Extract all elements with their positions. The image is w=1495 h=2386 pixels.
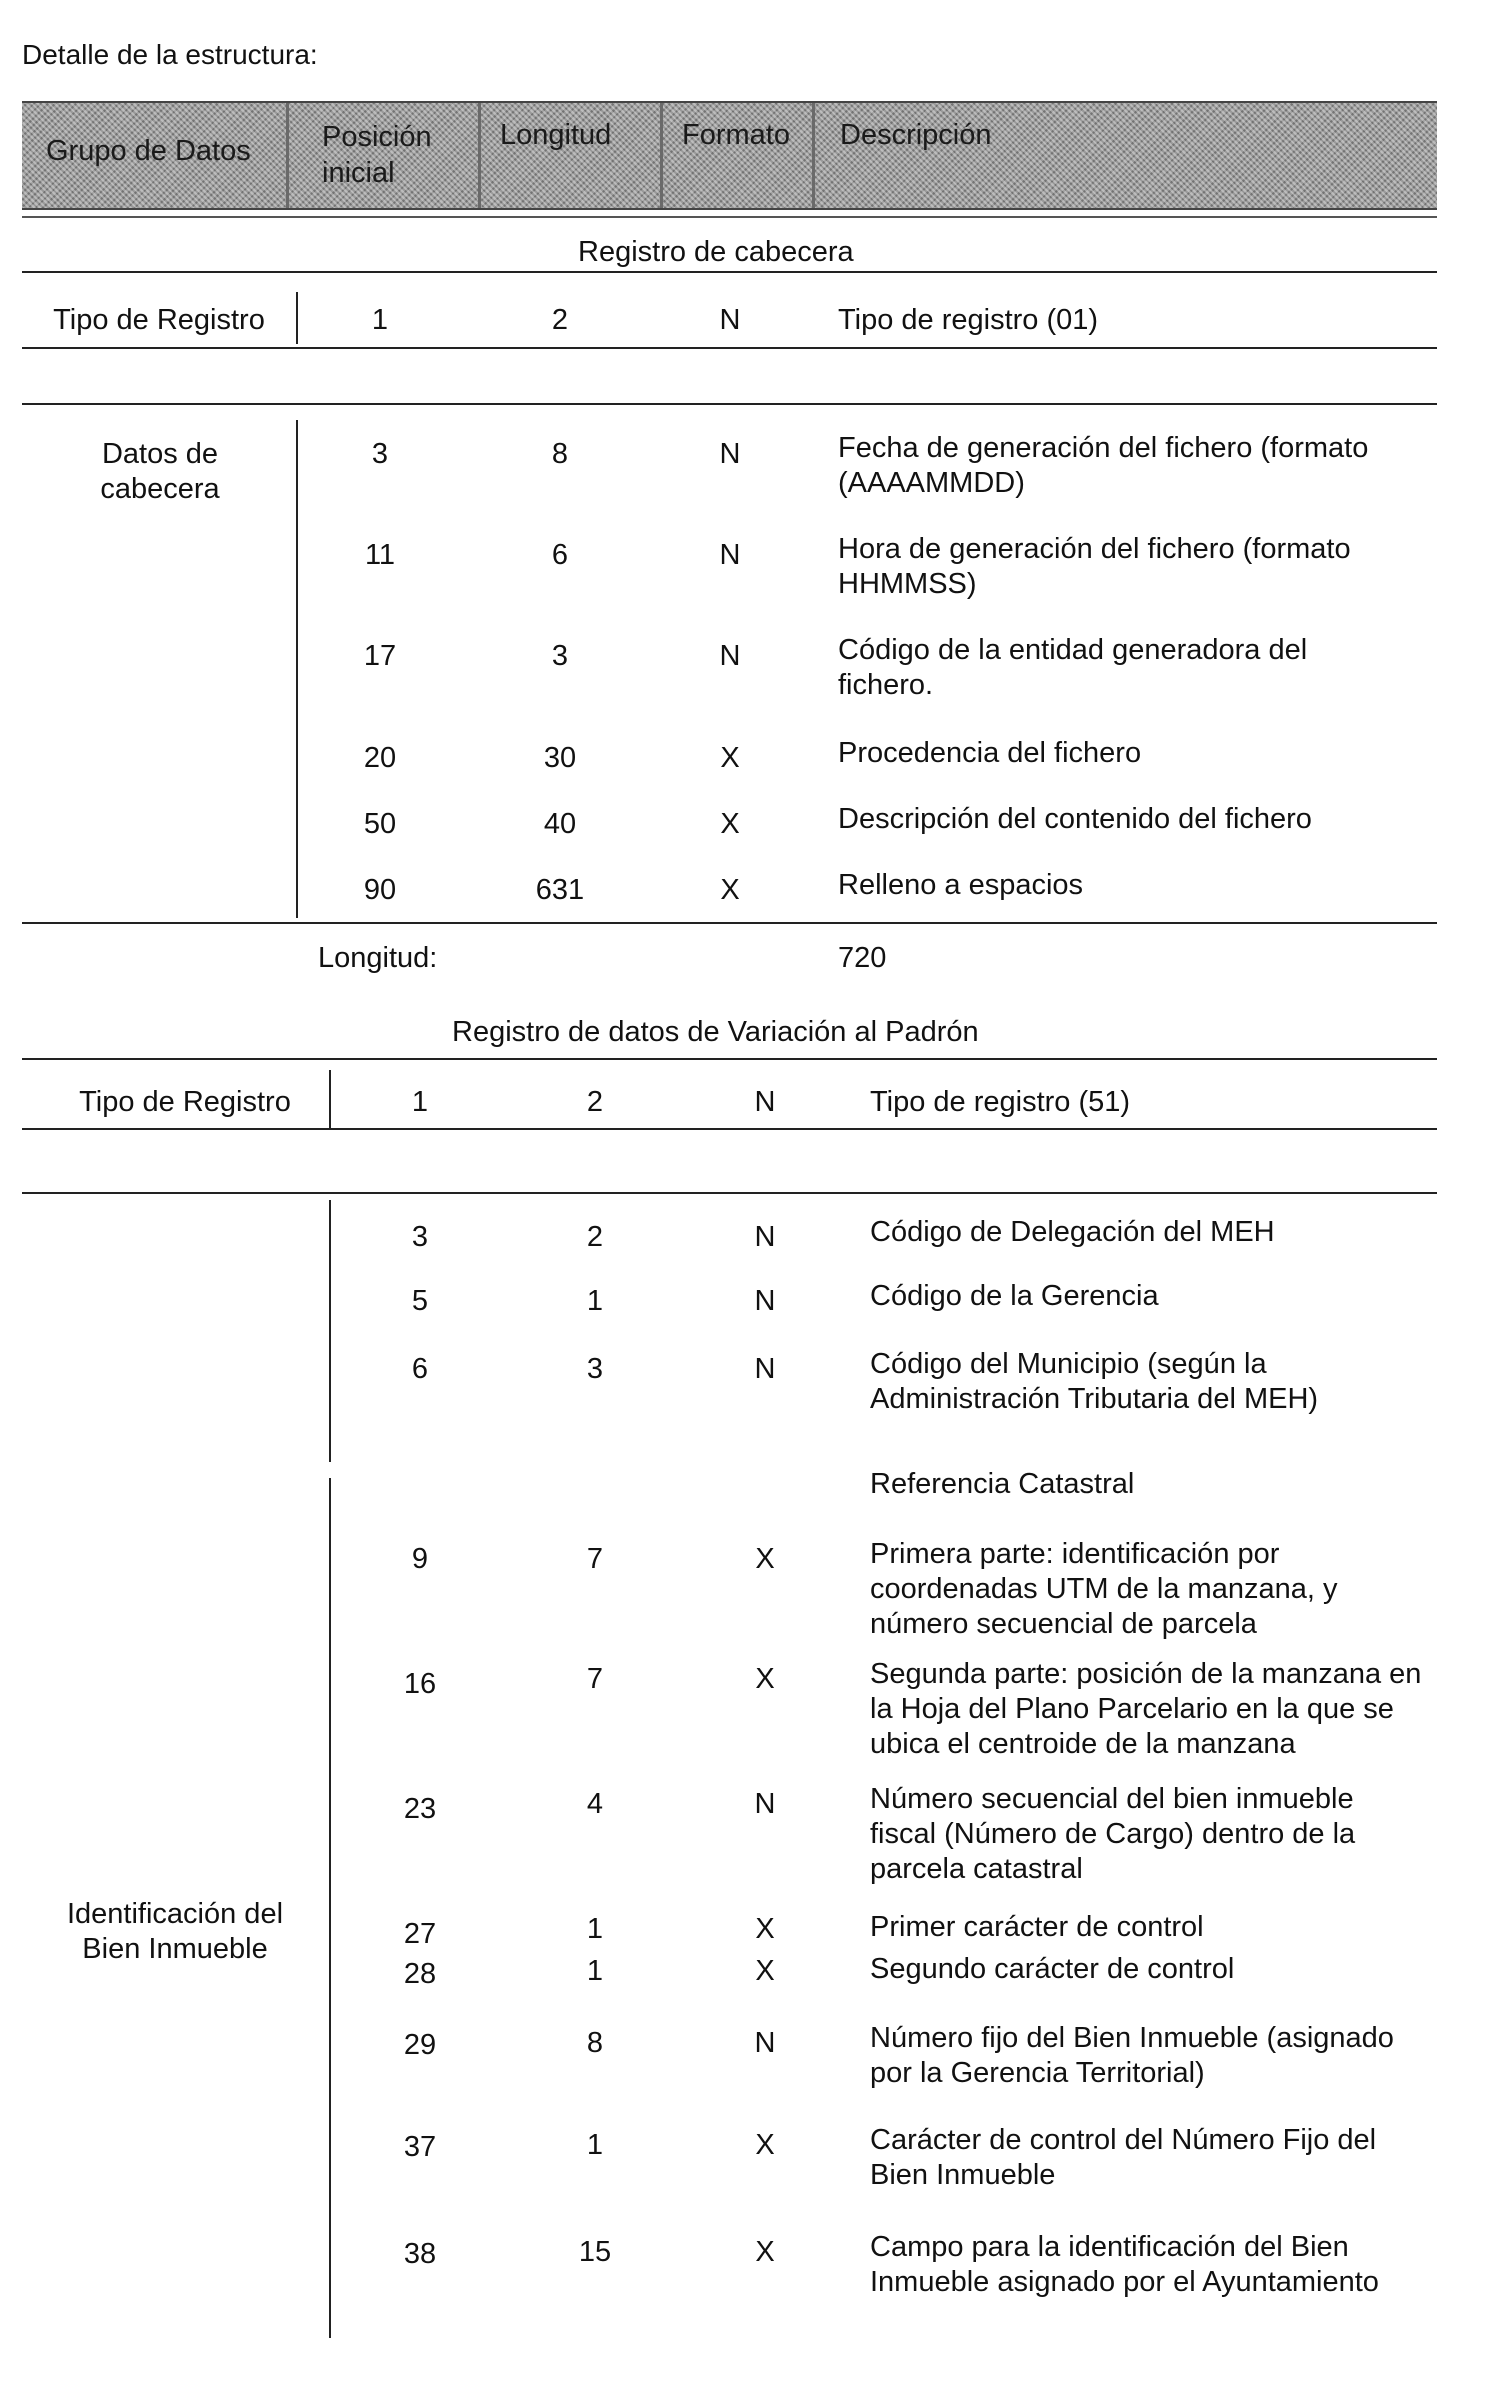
row-fmt: X <box>720 874 740 906</box>
row-fmt: X <box>755 1913 775 1945</box>
tipo-registro-len: 2 <box>551 304 569 336</box>
row-pos: 3 <box>371 438 389 470</box>
row-pos: 27 <box>403 1918 437 1950</box>
row-pos: 50 <box>363 808 397 840</box>
row-pos: 5 <box>411 1285 429 1317</box>
tipo-registro-desc: Tipo de registro (01) <box>838 304 1099 336</box>
tipo-registro-pos: 1 <box>371 304 389 336</box>
header-formato: Formato <box>682 119 790 151</box>
row-desc: Primer carácter de control <box>870 1911 1204 1943</box>
row-len: 40 <box>543 808 577 840</box>
row-pos: 37 <box>403 2131 437 2163</box>
row-pos: 11 <box>364 539 396 571</box>
page-title: Detalle de la estructura: <box>22 39 318 70</box>
row-pos: 28 <box>403 1958 437 1990</box>
row-fmt: N <box>754 1221 776 1253</box>
table-header <box>22 101 1437 210</box>
row-desc: Primera parte: identificación por coordenadas UTM de la manzana, y número secuencial de parcela <box>870 1538 1338 1640</box>
header-grupo-datos: Grupo de Datos <box>46 135 251 167</box>
row-desc: Campo para la identificación del Bien Inmueble asignado por el Ayuntamiento <box>870 2231 1379 2298</box>
tipo-registro-pos: 1 <box>411 1086 429 1118</box>
row-fmt: N <box>719 438 741 470</box>
row-desc: Relleno a espacios <box>838 869 1084 901</box>
row-len: 6 <box>551 539 569 571</box>
header-posicion-inicial: Posición inicial <box>322 121 432 189</box>
row-desc: Segundo carácter de control <box>870 1953 1235 1985</box>
group-datos-cabecera: Datos de cabecera <box>100 438 220 505</box>
tipo-registro-label: Tipo de Registro <box>53 304 265 336</box>
row-len: 1 <box>586 2129 604 2161</box>
row-fmt: N <box>719 539 741 571</box>
row-fmt: N <box>754 1353 776 1385</box>
row-fmt: X <box>755 2236 775 2268</box>
longitud-label: Longitud: <box>318 942 438 974</box>
row-fmt: X <box>720 742 740 774</box>
row-pos: 29 <box>403 2029 437 2061</box>
row-desc: Código del Municipio (según la Administración Tributaria del MEH) <box>870 1348 1319 1415</box>
row-pos: 38 <box>403 2238 437 2270</box>
tipo-registro-fmt: N <box>719 304 741 336</box>
row-pos: 9 <box>411 1543 429 1575</box>
header-descripcion: Descripción <box>840 119 992 151</box>
tipo-registro-fmt: N <box>754 1086 776 1118</box>
row-pos: 6 <box>411 1353 429 1385</box>
row-desc: Carácter de control del Número Fijo del Bien Inmueble <box>870 2124 1377 2191</box>
row-len: 631 <box>535 874 585 906</box>
row-len: 8 <box>586 2027 604 2059</box>
row-len: 7 <box>586 1543 604 1575</box>
row-desc: Descripción del contenido del fichero <box>838 803 1312 835</box>
row-fmt: X <box>755 2129 775 2161</box>
row-pos: 16 <box>403 1668 437 1700</box>
header-longitud: Longitud <box>500 119 612 151</box>
section-title-cabecera: Registro de cabecera <box>578 236 854 268</box>
row-pos: 90 <box>363 874 397 906</box>
row-len: 4 <box>586 1788 604 1820</box>
row-fmt: X <box>755 1663 775 1695</box>
row-len: 30 <box>543 742 577 774</box>
row-desc: Fecha de generación del fichero (formato (AAAAMMDD) <box>838 432 1369 499</box>
group-identificacion-bien-inmueble: Identificación del Bien Inmueble <box>66 1898 284 1965</box>
row-desc: Código de la entidad generadora del fichero. <box>838 634 1308 701</box>
row-fmt: N <box>754 1788 776 1820</box>
row-len: 15 <box>578 2236 612 2268</box>
tipo-registro-len: 2 <box>586 1086 604 1118</box>
row-desc: Hora de generación del fichero (formato HHMMSS) <box>838 533 1351 600</box>
row-desc: Código de la Gerencia <box>870 1280 1159 1312</box>
row-len: 7 <box>586 1663 604 1695</box>
row-desc: Número fijo del Bien Inmueble (asignado por la Gerencia Territorial) <box>870 2022 1394 2089</box>
row-fmt: N <box>754 2027 776 2059</box>
row-fmt: N <box>719 640 741 672</box>
row-len: 3 <box>551 640 569 672</box>
row-fmt: X <box>755 1543 775 1575</box>
row-pos: 3 <box>411 1221 429 1253</box>
row-len: 1 <box>586 1285 604 1317</box>
tipo-registro-label: Tipo de Registro <box>79 1086 291 1118</box>
row-len: 1 <box>586 1955 604 1987</box>
tipo-registro-desc: Tipo de registro (51) <box>870 1086 1131 1118</box>
row-desc: Procedencia del fichero <box>838 737 1142 769</box>
row-len: 2 <box>586 1221 604 1253</box>
row-len: 3 <box>586 1353 604 1385</box>
row-len: 8 <box>551 438 569 470</box>
row-pos: 17 <box>363 640 397 672</box>
row-desc: Referencia Catastral <box>870 1468 1135 1500</box>
row-fmt: X <box>755 1955 775 1987</box>
row-desc: Código de Delegación del MEH <box>870 1216 1275 1248</box>
row-desc: Número secuencial del bien inmueble fiscal (Número de Cargo) dentro de la parcela catastral <box>870 1783 1356 1885</box>
section-title-variacion: Registro de datos de Variación al Padrón <box>452 1016 979 1048</box>
row-pos: 23 <box>403 1793 437 1825</box>
row-desc: Segunda parte: posición de la manzana en la Hoja del Plano Parcelario en la que se ubica el centroide de la manzana <box>870 1658 1422 1760</box>
row-pos: 20 <box>363 742 397 774</box>
longitud-value: 720 <box>838 942 887 974</box>
row-len: 1 <box>586 1913 604 1945</box>
row-fmt: X <box>720 808 740 840</box>
row-fmt: N <box>754 1285 776 1317</box>
